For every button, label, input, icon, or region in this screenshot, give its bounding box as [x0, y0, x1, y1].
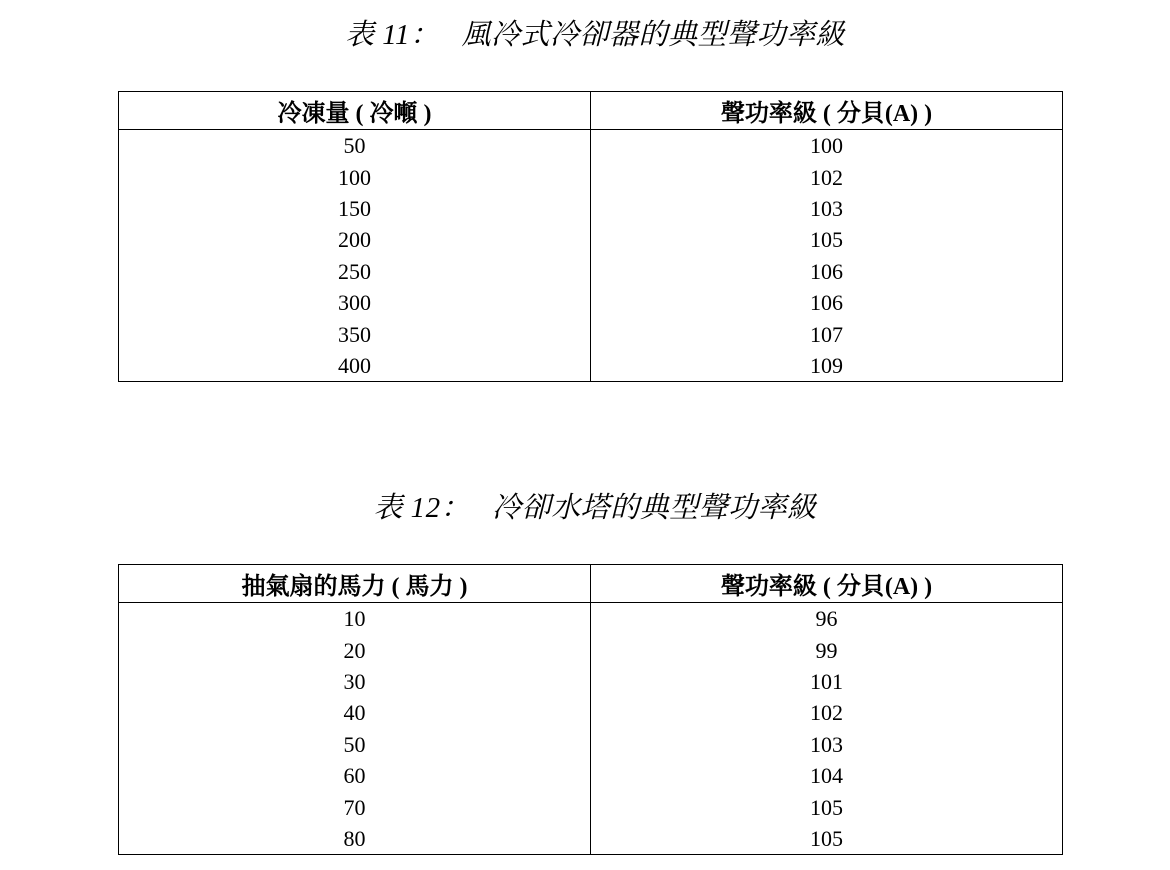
cell-cooling-capacity: 300: [119, 287, 591, 318]
table-12-caption: [5, 490, 1170, 526]
table-11: [118, 91, 1063, 382]
table-row: [119, 823, 1063, 855]
cell-sound-power-level: 99: [591, 634, 1063, 665]
cell-fan-horsepower: 40: [119, 697, 591, 728]
cell-sound-power-level: 105: [591, 823, 1063, 855]
table-11-header-row: [119, 92, 1063, 130]
cell-fan-horsepower: 60: [119, 760, 591, 791]
cell-sound-power-level: 107: [591, 318, 1063, 349]
table-row: [119, 760, 1063, 791]
table-row: [119, 161, 1063, 192]
cell-sound-power-level: 103: [591, 729, 1063, 760]
cell-sound-power-level: 106: [591, 287, 1063, 318]
table-row: [119, 666, 1063, 697]
column-header-fan-horsepower: 抽氣扇的馬力 ( 馬力 ): [119, 565, 591, 603]
table-row: [119, 224, 1063, 255]
table-12: [118, 564, 1063, 855]
table-row: [119, 318, 1063, 349]
cell-fan-horsepower: 80: [119, 823, 591, 855]
column-header-sound-power-level: 聲功率級 ( 分貝(A) ): [591, 92, 1063, 130]
cell-fan-horsepower: 20: [119, 634, 591, 665]
cell-cooling-capacity: 100: [119, 161, 591, 192]
cell-cooling-capacity: 150: [119, 193, 591, 224]
cell-sound-power-level: 104: [591, 760, 1063, 791]
table-row: [119, 287, 1063, 318]
table-row: [119, 603, 1063, 635]
table-12-header-row: [119, 565, 1063, 603]
cell-cooling-capacity: 50: [119, 130, 591, 162]
cell-cooling-capacity: 250: [119, 256, 591, 287]
table-12-number: 表 12：: [373, 492, 471, 524]
column-header-sound-power-level: 聲功率級 ( 分貝(A) ): [591, 565, 1063, 603]
cell-cooling-capacity: 200: [119, 224, 591, 255]
table-12-title: 冷卻水塔的典型聲功率級: [492, 492, 817, 524]
cell-sound-power-level: 109: [591, 350, 1063, 382]
table-row: [119, 697, 1063, 728]
table-row: [119, 791, 1063, 822]
cell-cooling-capacity: 350: [119, 318, 591, 349]
table-row: [119, 256, 1063, 287]
cell-sound-power-level: 106: [591, 256, 1063, 287]
cell-sound-power-level: 100: [591, 130, 1063, 162]
cell-sound-power-level: 103: [591, 193, 1063, 224]
cell-sound-power-level: 105: [591, 224, 1063, 255]
cell-cooling-capacity: 400: [119, 350, 591, 382]
cell-fan-horsepower: 50: [119, 729, 591, 760]
table-11-number: 表 11：: [344, 19, 440, 51]
table-row: [119, 729, 1063, 760]
table-row: [119, 193, 1063, 224]
table-row: [119, 350, 1063, 382]
cell-sound-power-level: 101: [591, 666, 1063, 697]
table-11-title: 風冷式冷卻器的典型聲功率級: [461, 19, 846, 51]
cell-sound-power-level: 102: [591, 697, 1063, 728]
cell-fan-horsepower: 70: [119, 791, 591, 822]
table-row: [119, 634, 1063, 665]
column-header-cooling-capacity: 冷凍量 ( 冷噸 ): [119, 92, 591, 130]
table-11-caption: [5, 17, 1170, 53]
table-row: [119, 130, 1063, 162]
cell-sound-power-level: 96: [591, 603, 1063, 635]
cell-sound-power-level: 105: [591, 791, 1063, 822]
cell-fan-horsepower: 10: [119, 603, 591, 635]
cell-sound-power-level: 102: [591, 161, 1063, 192]
cell-fan-horsepower: 30: [119, 666, 591, 697]
